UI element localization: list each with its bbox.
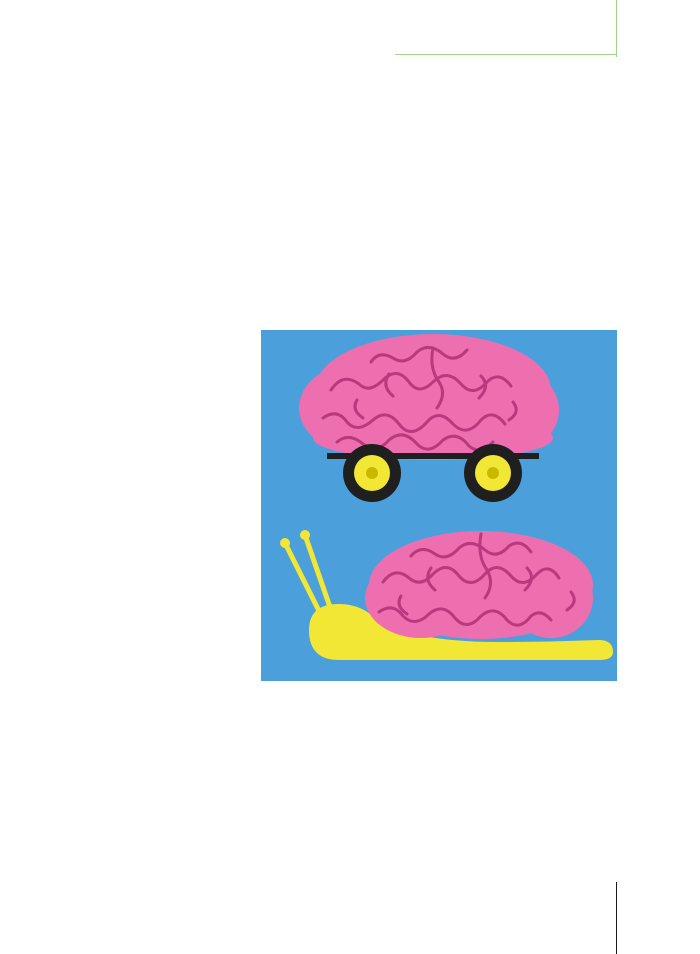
header-rule bbox=[395, 54, 617, 55]
footer-margin-rule bbox=[616, 882, 617, 954]
brain-car bbox=[299, 334, 559, 502]
brain-car-snail-illustration bbox=[261, 330, 617, 681]
header-margin-rule bbox=[616, 0, 617, 57]
brain-snail bbox=[280, 530, 613, 660]
